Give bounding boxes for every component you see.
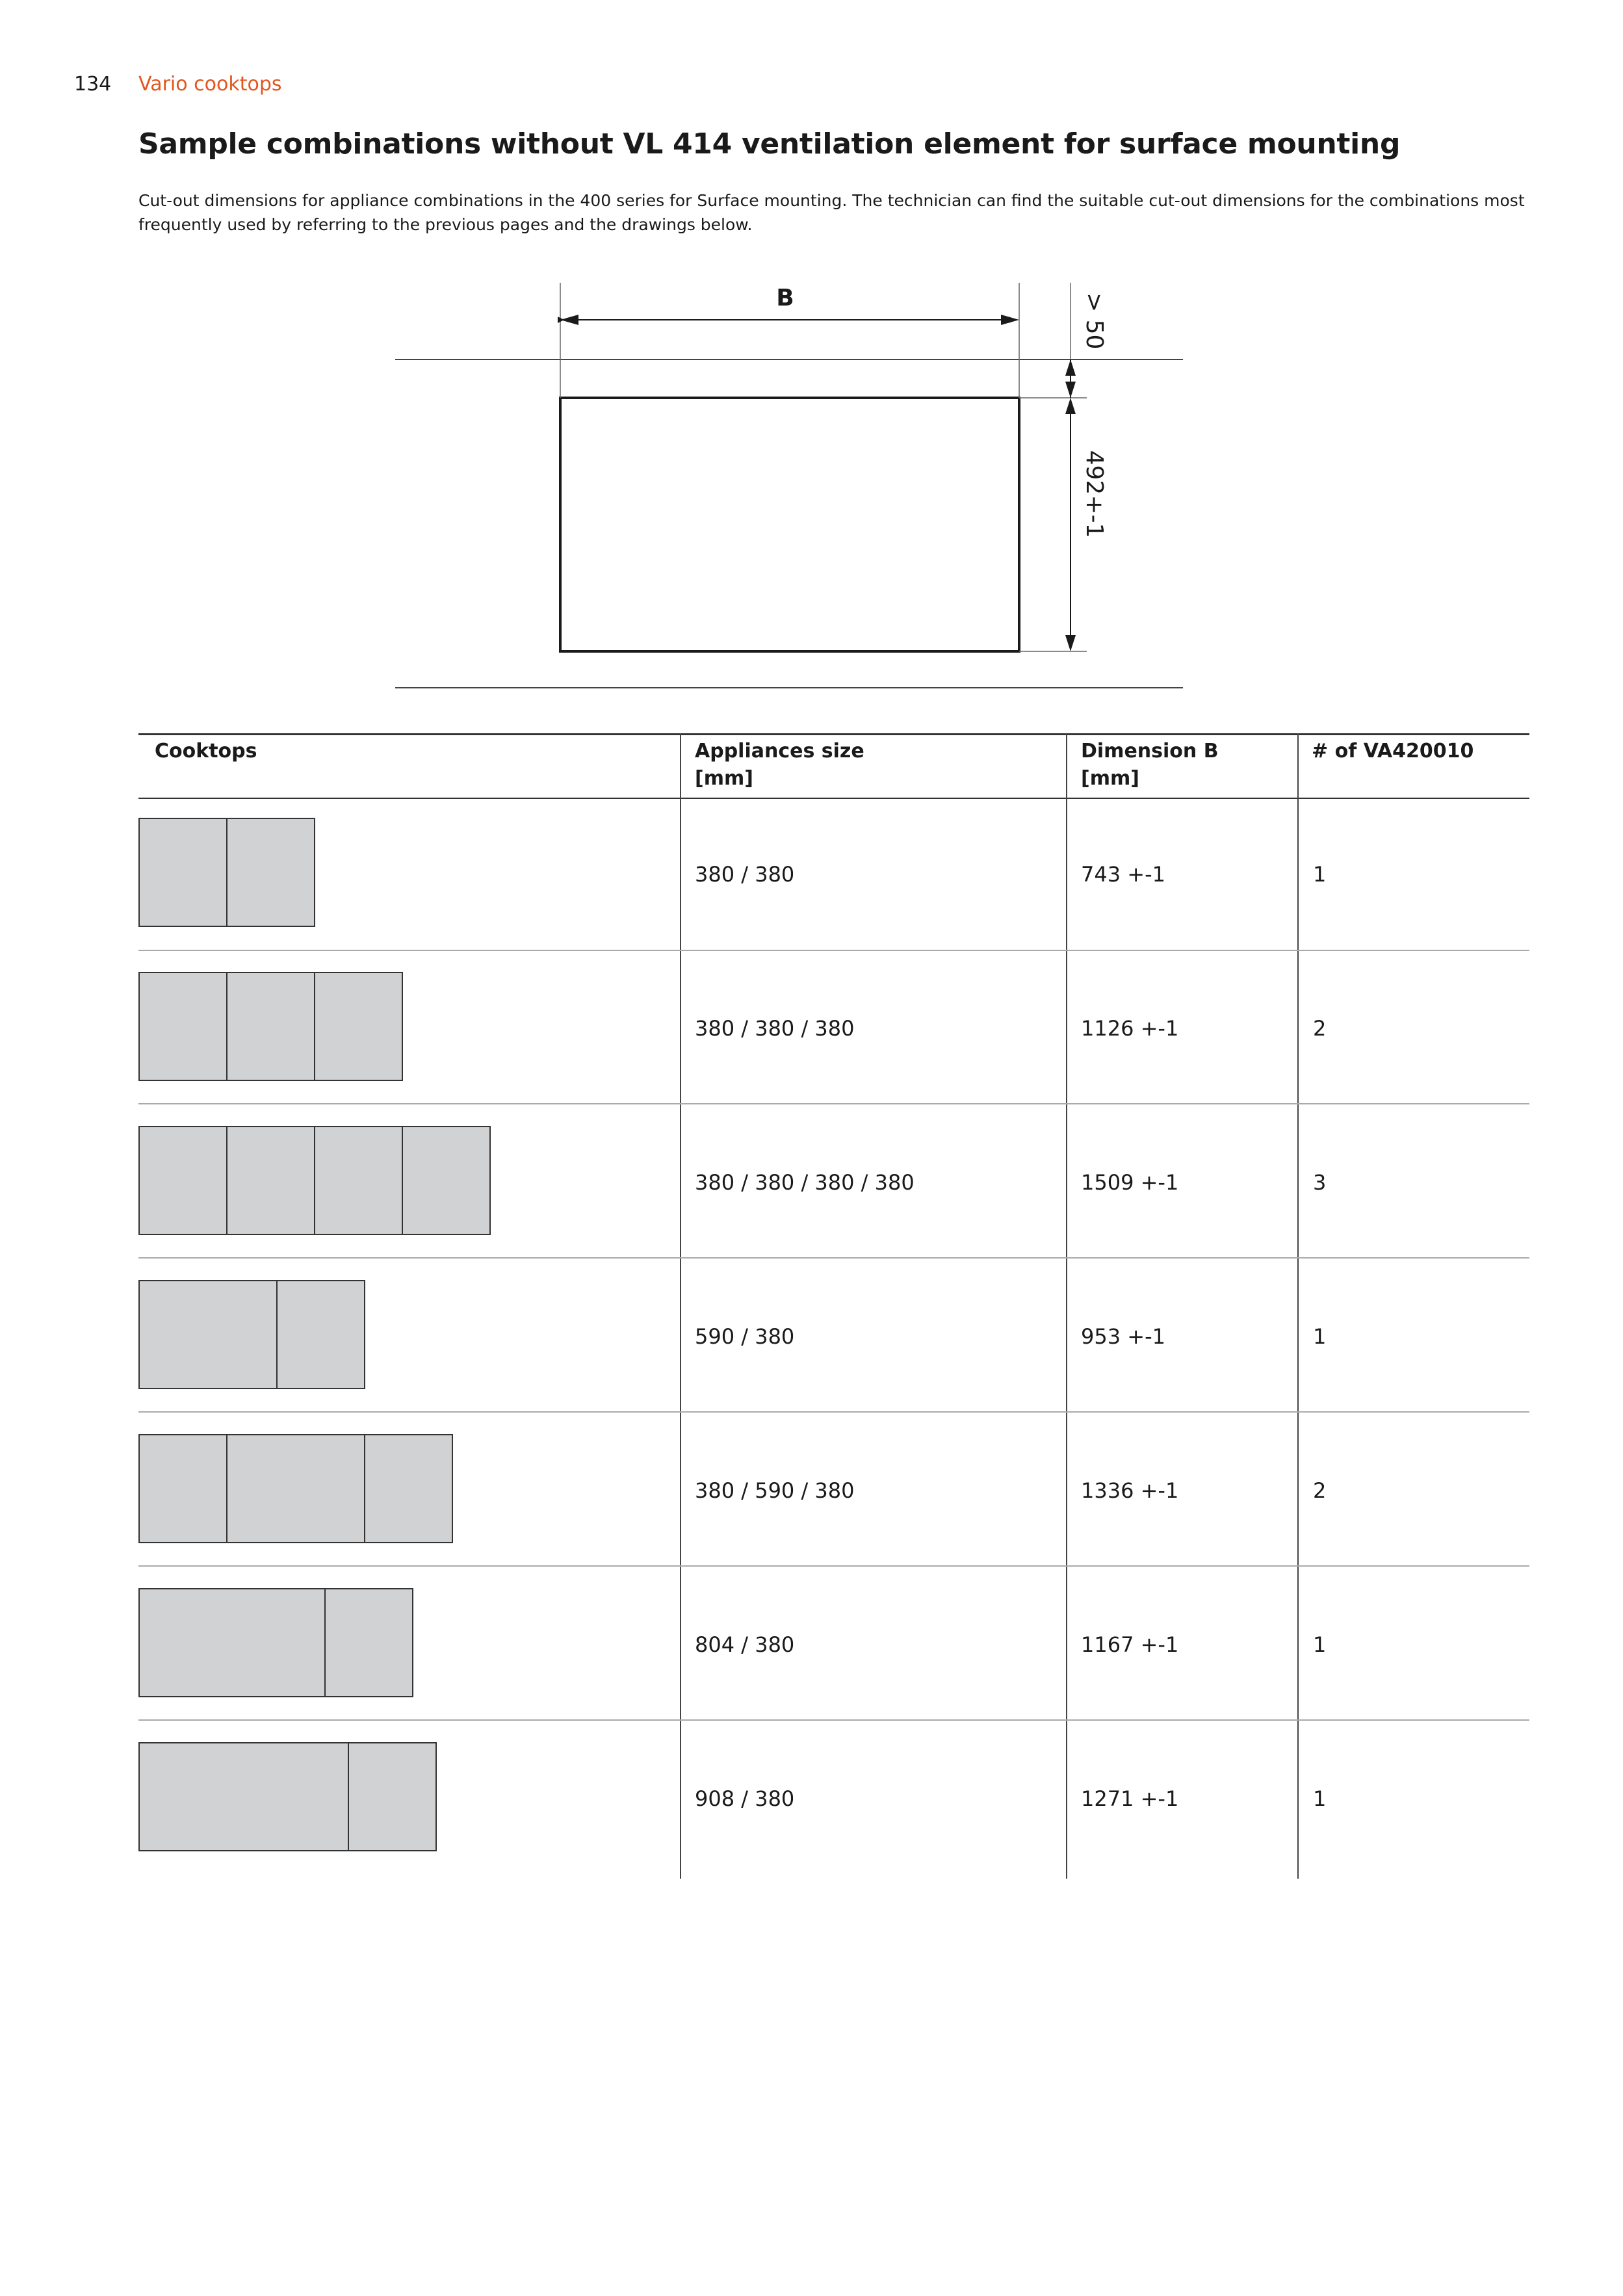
- row-divider: [138, 1257, 1529, 1259]
- cooktop-segment: [138, 1434, 227, 1543]
- dimension-b-label: B: [776, 285, 794, 311]
- dimension-gap-arrow-down: [1065, 382, 1076, 398]
- row-divider: [138, 1411, 1529, 1413]
- row-2-size: 380 / 380 / 380: [695, 1016, 855, 1041]
- cooktop-segment: [138, 818, 227, 927]
- header-appliances-size-line2: [mm]: [695, 767, 753, 790]
- row-3-dimension: 1509 +-1: [1081, 1170, 1179, 1195]
- dimension-depth-label: 492+-1: [1081, 450, 1108, 538]
- table-top-rule: [138, 733, 1529, 735]
- row-divider: [138, 1103, 1529, 1104]
- row-7-size: 908 / 380: [695, 1786, 795, 1811]
- row-4-dimension: 953 +-1: [1081, 1324, 1165, 1349]
- header-appliances-size: [695, 738, 864, 792]
- cooktop-segment: [138, 1126, 227, 1235]
- row-1-dimension: 743 +-1: [1081, 862, 1165, 887]
- header-dimension-b: [1081, 738, 1219, 792]
- dimension-b-arrow-right: [1001, 315, 1019, 325]
- row-6-size: 804 / 380: [695, 1632, 795, 1657]
- cooktop-segment: [402, 1126, 491, 1235]
- cooktop-segment: [226, 818, 315, 927]
- row-3-size: 380 / 380 / 380 / 380: [695, 1170, 915, 1195]
- cooktop-segment: [324, 1588, 413, 1697]
- row-divider: [138, 1565, 1529, 1567]
- column-divider-1: [680, 733, 681, 1879]
- row-4-size: 590 / 380: [695, 1324, 795, 1349]
- cooktop-segment: [348, 1742, 437, 1851]
- row-5-count: 2: [1313, 1478, 1327, 1503]
- row-3-count: 3: [1313, 1170, 1327, 1195]
- page-title: Sample combinations without VL 414 ventilation element for surface mounting: [138, 127, 1401, 161]
- row-5-dimension: 1336 +-1: [1081, 1478, 1179, 1503]
- cooktop-segment: [314, 1126, 403, 1235]
- cooktop-segment: [138, 1742, 349, 1851]
- header-va420010-count: # of VA420010: [1312, 740, 1474, 763]
- row-6-count: 1: [1313, 1632, 1327, 1657]
- header-appliances-size-line1: Appliances size: [695, 740, 864, 763]
- cooktop-segment: [226, 972, 315, 1081]
- cooktop-segment: [226, 1126, 315, 1235]
- column-divider-3: [1297, 733, 1299, 1879]
- dimension-depth-arrow-up: [1065, 398, 1076, 414]
- header-dimension-b-line2: [mm]: [1081, 767, 1139, 790]
- row-divider: [138, 1719, 1529, 1721]
- table-header-rule: [138, 798, 1529, 799]
- cutout-rectangle: [560, 398, 1019, 651]
- cooktop-segment: [364, 1434, 453, 1543]
- row-2-dimension: 1126 +-1: [1081, 1016, 1179, 1041]
- cooktop-segment: [276, 1280, 365, 1389]
- row-2-count: 2: [1313, 1016, 1327, 1041]
- column-divider-2: [1066, 733, 1067, 1879]
- row-7-count: 1: [1313, 1786, 1327, 1811]
- row-1-count: 1: [1313, 862, 1327, 887]
- section-name: Vario cooktops: [138, 73, 282, 96]
- cooktop-segment: [138, 972, 227, 1081]
- cooktop-segment: [138, 1588, 326, 1697]
- row-divider: [138, 950, 1529, 951]
- header-dimension-b-line1: Dimension B: [1081, 740, 1219, 763]
- header-cooktops: Cooktops: [155, 740, 257, 763]
- row-5-size: 380 / 590 / 380: [695, 1478, 855, 1503]
- row-6-dimension: 1167 +-1: [1081, 1632, 1179, 1657]
- page-number: 134: [74, 73, 112, 96]
- dimension-depth-arrow-down: [1065, 635, 1076, 651]
- dimension-b-arrow-left: [560, 315, 578, 325]
- dimension-gap-label: > 50: [1081, 293, 1108, 350]
- row-7-dimension: 1271 +-1: [1081, 1786, 1179, 1811]
- row-1-size: 380 / 380: [695, 862, 795, 887]
- dimension-gap-arrow-up: [1065, 359, 1076, 376]
- cutout-drawing: [390, 273, 1235, 715]
- row-4-count: 1: [1313, 1324, 1327, 1349]
- intro-paragraph: Cut-out dimensions for appliance combinations in the 400 series for Surface mounting. The technician can find the suitable cut-out dimensions for the combinations most frequently used by referring to the previous pages and the drawings below.: [138, 191, 1525, 234]
- cooktop-segment: [138, 1280, 278, 1389]
- cooktop-segment: [314, 972, 403, 1081]
- cooktop-segment: [226, 1434, 365, 1543]
